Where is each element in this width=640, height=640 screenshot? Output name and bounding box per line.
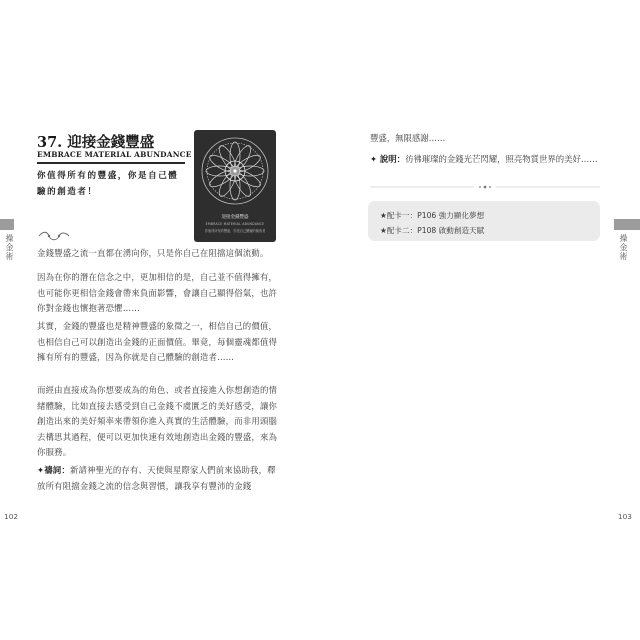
card-title: 迎接金錢豐盛 bbox=[221, 215, 249, 220]
note-text: 彷彿璀璨的金錢光芒閃耀，照亮物質世界的美好…… bbox=[405, 154, 598, 164]
chapter-tagline: 你值得所有的豐盛，你是自己體驗的創造者！ bbox=[37, 171, 179, 197]
mandala-icon bbox=[200, 136, 270, 206]
section-side-label: 操金術 bbox=[619, 234, 628, 261]
paired-card-2: ★配卡二：P108 啟動創造天賦 bbox=[380, 226, 485, 235]
oracle-card-image bbox=[194, 130, 276, 242]
section-tab bbox=[0, 219, 14, 230]
divider-ornament bbox=[370, 183, 600, 191]
note-line bbox=[370, 153, 598, 165]
paragraph-2: 因為在你的潛在信念之中，更加相信的是，自己並不值得擁有，也可能你更相信金錢會帶來負面影響，會讓自己顯得俗氣，也許你對金錢也懷抱著恐懼…… bbox=[37, 272, 278, 314]
right-page bbox=[320, 0, 640, 640]
prayer-text: 新請神聖光的存有、天使與星際家人們前來協助我，釋放所有阻擋金錢之流的信念與習慣，讓我享有豐沛的金錢 bbox=[37, 465, 276, 491]
title-rule bbox=[37, 162, 185, 164]
note-label: ✦ 說明： bbox=[370, 154, 406, 164]
paragraph-4: 而經由直接成為你想要成為的角色、或者直接進入你想創造的情緒體驗，比如直接去感受到自己金錢不虞匱乏的美好感受，讓你創造出來的美好頻率來帶領你進入真實的生活體驗，而非用頭腦去構思其過程，便可以更加快速有效地創造出金錢的豐盛，來為你服務。 bbox=[37, 385, 278, 458]
card-subtitle: EMBRACE MATERIAL ABUNDANCE bbox=[205, 222, 265, 226]
chapter-title: 37. 迎接金錢豐盛 bbox=[37, 134, 155, 151]
page-number-right: 103 bbox=[617, 512, 632, 521]
paragraph-3: 其實，金錢的豐盛也是精神豐盛的象徵之一，相信自己的價值，也相信自己可以創造出金錢的正面價值。畢竟，每個靈魂都值得擁有所有的豐盛，因為你就是自己體驗的創造者…… bbox=[37, 321, 278, 363]
section-tab bbox=[614, 219, 640, 230]
paragraph-1: 金錢豐盛之流一直都在湧向你，只是你自己在阻擋這個流動。 bbox=[37, 248, 269, 258]
prayer-paragraph bbox=[37, 463, 280, 494]
flourish-ornament bbox=[37, 230, 71, 242]
card-caption: 你值得所有的豐盛，你是自己體驗的創造者 bbox=[204, 229, 266, 233]
paired-cards-callout bbox=[368, 201, 600, 241]
section-side-label: 操金術 bbox=[5, 234, 14, 261]
continuation-text: 豐盛，無限感謝…… bbox=[370, 133, 446, 143]
prayer-label: ✦禱詞： bbox=[37, 465, 70, 475]
page-number-left: 102 bbox=[4, 512, 19, 521]
paired-card-1: ★配卡一：P106 強力顯化夢想 bbox=[380, 211, 485, 220]
chapter-subtitle: EMBRACE MATERIAL ABUNDANCE bbox=[37, 150, 192, 159]
